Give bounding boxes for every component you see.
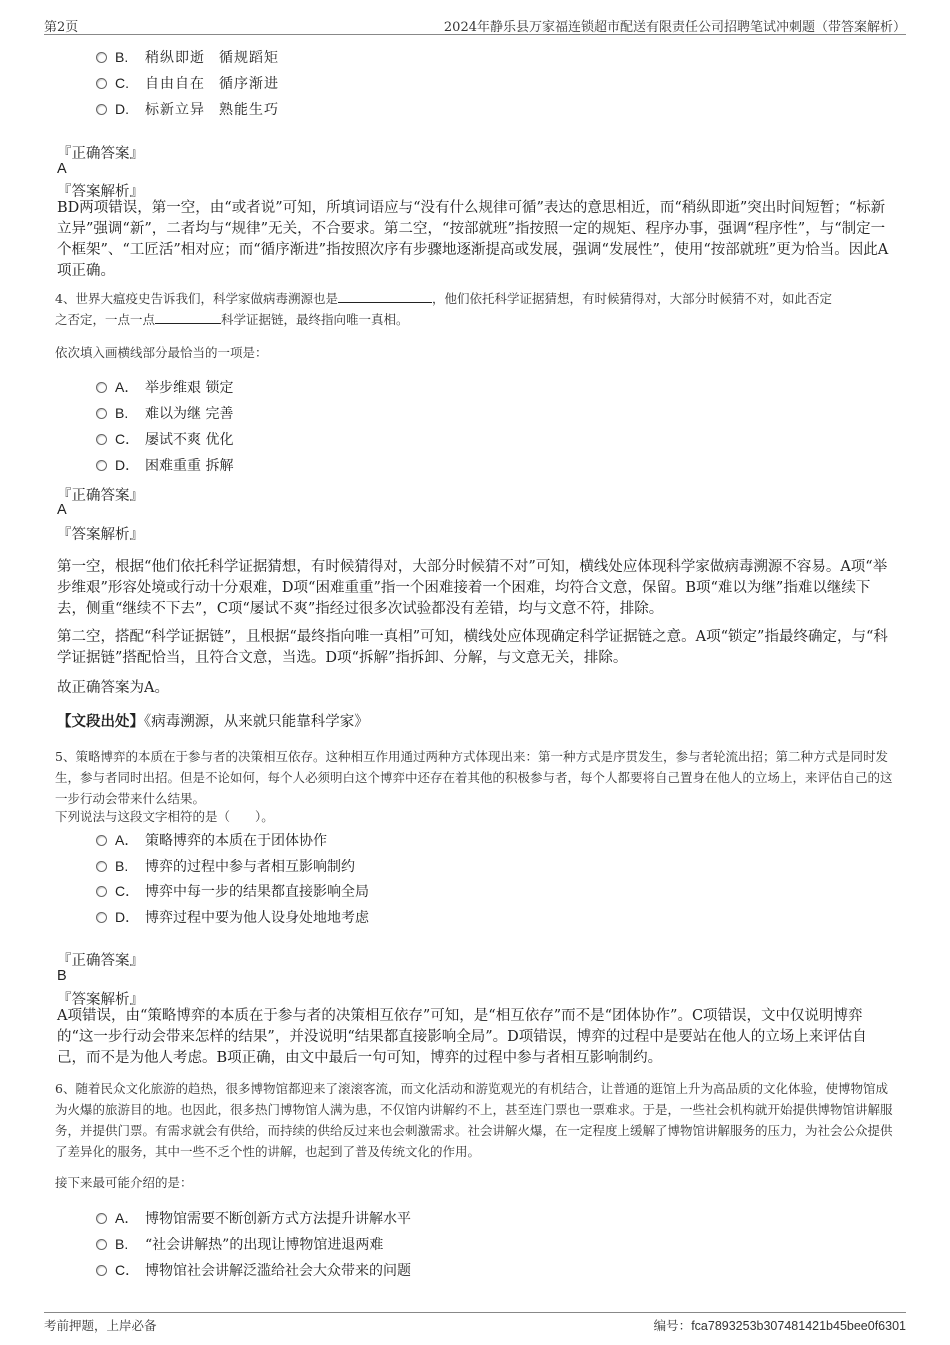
q4-analysis-p1: 第一空，根据“他们依托科学证据猜想，有时候猜得对，大部分时候猜不对”可知，横线处应体现科学家做病毒溯源不容易。A项“举步维艰”形容处境或行动十分艰难，D项“困难重重”指一个困难接着一个困难，均符合文意，保留。B项“难以为继”指难以继续下去，侧重“继续不下去”，C项“屡试不爽”指经过很多次试验都没有差错，均与文意不符，排除。 — [57, 559, 888, 617]
q3-analysis-label: 『答案解析』 — [57, 184, 144, 200]
source-text: 《病毒溯源，从来就只能靠科学家》 — [144, 714, 369, 730]
q5-option-b[interactable]: B. 博弈的过程中参与者相互影响制约 — [96, 855, 355, 877]
q4-prompt: 依次填入画横线部分最恰当的一项是： — [55, 345, 268, 360]
radio-icon[interactable] — [96, 1213, 107, 1224]
q3-answer-label: 『正确答案』 — [57, 146, 144, 162]
document-code: 编号：fca7893253b307481421b45bee0f6301 — [653, 1318, 906, 1333]
radio-icon[interactable] — [96, 886, 107, 897]
q3-option-b[interactable]: B. 稍纵即逝 循规蹈矩 — [96, 46, 279, 68]
fill-blank — [155, 309, 221, 324]
source-label: 【文段出处】 — [57, 713, 144, 730]
page-footer — [44, 1312, 906, 1333]
radio-icon[interactable] — [96, 104, 107, 115]
q5-option-c[interactable]: C． 博弈中每一步的结果都直接影响全局 — [96, 880, 369, 902]
radio-icon[interactable] — [96, 1265, 107, 1276]
q5-answer-label: 『正确答案』 — [57, 953, 144, 969]
q3-analysis: BD两项错误，第一空，由“或者说”可知，所填词语应与“没有什么规律可循”表达的意思相近，而“稍纵即逝”突出时间短暂；“标新立异”强调“新”，二者均与“规律”无关，不合要求。第二空，“按部就班”指按照一定的规矩、程序办事，强调“程序性”，与“制定一个框架”、“工匠活”相对应；而“循序渐进”指按照次序有步骤地逐渐提高或发展，强调“发展性”，使用“按部就班”更为恰当。因此A项正确。 — [57, 200, 889, 279]
q4-analysis-label: 『答案解析』 — [57, 527, 144, 543]
q4-option-a[interactable]: A． 举步维艰 锁定 — [96, 376, 233, 398]
q6-question: 6、随着民众文化旅游的趋热，很多博物馆都迎来了滚滚客流，而文化活动和游览观光的有机结合，让普通的逛馆上升为高品质的文化体验，使博物馆成为火爆的旅游目的地。也因此，很多热门博物馆人满为患，不仅馆内讲解约不上，甚至连门票也一票难求。于是，一些社会机构就开始提供博物馆讲解服务，并提供门票。有需求就会有供给，而持续的供给反过来也会刺激需求。社会讲解火爆，在一定程度上缓解了博物馆讲解服务的压力，为社会公众提供了差异化的服务，其中一些不乏个性的讲解，也起到了普及传统文化的作用。 — [55, 1081, 893, 1159]
q4-question: 4、世界大瘟疫史告诉我们，科学家做病毒溯源也是 ，他们依托科学证据猜想，有时候猜得对，大部分时候猜不对，如此否定 之否定，一点一点 科学证据链，最终指向唯一真相。 — [55, 288, 895, 330]
q4-answer: A — [57, 502, 67, 518]
radio-icon[interactable] — [96, 434, 107, 445]
footer-slogan: 考前押题，上岸必备 — [44, 1318, 157, 1333]
radio-icon[interactable] — [96, 78, 107, 89]
q4-option-c[interactable]: C． 屡试不爽 优化 — [96, 428, 233, 450]
q6-option-b[interactable]: B. “社会讲解热”的出现让博物馆进退两难 — [96, 1233, 383, 1255]
radio-icon[interactable] — [96, 912, 107, 923]
fill-blank — [338, 288, 432, 303]
q6-option-c[interactable]: C． 博物馆社会讲解泛滥给社会大众带来的问题 — [96, 1259, 411, 1281]
q5-answer: B — [57, 968, 67, 984]
radio-icon[interactable] — [96, 382, 107, 393]
q4-answer-label: 『正确答案』 — [57, 488, 144, 504]
q4-option-b[interactable]: B. 难以为继 完善 — [96, 402, 233, 424]
q4-analysis-p2: 第二空，搭配“科学证据链”，且根据“最终指向唯一真相”可知，横线处应体现确定科学证据链之意。A项“锁定”指最终确定，与“科学证据链”搭配恰当，且符合文意，当选。D项“拆解”指拆卸、分解，与文意无关，排除。 — [57, 629, 888, 666]
q3-answer: A — [57, 161, 67, 177]
q4-source — [57, 711, 893, 733]
q3-option-c[interactable]: C. 自由自在 循序渐进 — [96, 72, 279, 94]
radio-icon[interactable] — [96, 861, 107, 872]
page-header — [44, 14, 906, 35]
q6-prompt: 接下来最可能介绍的是： — [55, 1175, 193, 1190]
radio-icon[interactable] — [96, 408, 107, 419]
q5-option-a[interactable]: A． 策略博弈的本质在于团体协作 — [96, 829, 327, 851]
q5-analysis: A项错误，由“策略博弈的本质在于参与者的决策相互依存”可知，是“相互依存”而不是“团体协作”。C项错误，文中仅说明博弈的“这一步行动会带来怎样的结果”，并没说明“结果都直接影响全局”。D项错误，博弈的过程中是要站在他人的立场上来评估自己，而不是为他人考虑。B项正确，由文中最后一句可知，博弈的过程中参与者相互影响制约。 — [57, 1008, 867, 1066]
radio-icon[interactable] — [96, 52, 107, 63]
q4-option-d[interactable]: D． 困难重重 拆解 — [96, 454, 233, 476]
q5-question: 5、策略博弈的本质在于参与者的决策相互依存。这种相互作用通过两种方式体现出来：第一种方式是序贯发生，参与者轮流出招；第二种方式是同时发生，参与者同时出招。但是不论如何，每个人必须明白这个博弈中还存在着其他的积极参与者，每个人都要将自己置身在他人的立场上，来评估自己的这一步行动会带来什么结果。 — [55, 749, 893, 806]
q4-analysis-p3: 故正确答案为A。 — [57, 680, 169, 696]
q5-prompt: 下列说法与这段文字相符的是（ ）。 — [55, 809, 274, 824]
page-number: 第2页 — [44, 20, 79, 35]
radio-icon[interactable] — [96, 460, 107, 471]
q6-option-a[interactable]: A． 博物馆需要不断创新方式方法提升讲解水平 — [96, 1207, 411, 1229]
document-title: 2024年静乐县万家福连锁超市配送有限责任公司招聘笔试冲刺题（带答案解析） — [443, 20, 906, 35]
q5-option-d[interactable]: D． 博弈过程中要为他人设身处地地考虑 — [96, 906, 369, 928]
radio-icon[interactable] — [96, 835, 107, 846]
q3-option-d[interactable]: D. 标新立异 熟能生巧 — [96, 98, 279, 120]
q5-analysis-label: 『答案解析』 — [57, 992, 144, 1008]
radio-icon[interactable] — [96, 1239, 107, 1250]
